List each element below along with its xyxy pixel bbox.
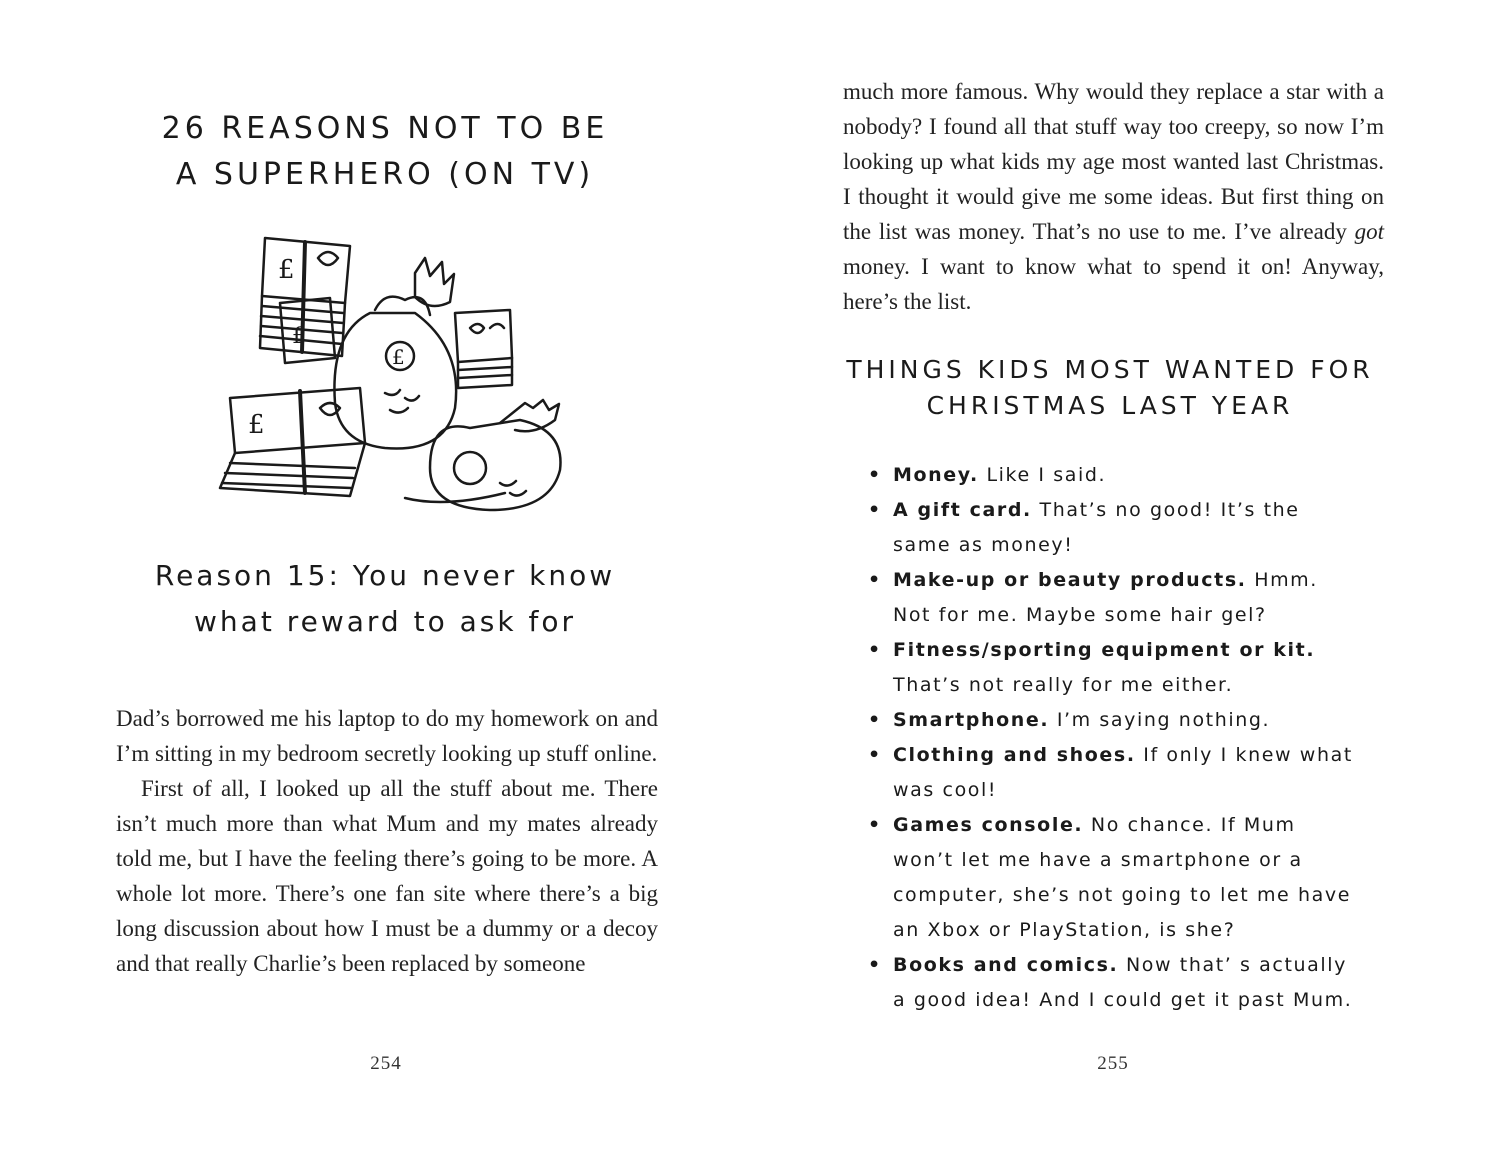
list-item-comment: That’s no good! It’s the same as money! [893, 499, 1300, 556]
paragraph-text: much more famous. Why would they replace a star with a nobody? I found all that stuff way too creepy, so now I’m looking up what kids my age most wanted last Christmas. I thought it would give me some ideas. But first thing on the list was money. That’s no use to me. I’ve already [843, 79, 1384, 244]
paragraph-text: money. I want to know what to spend it on! Anyway, here’s the list. [843, 254, 1384, 314]
right-body-text [843, 74, 1384, 319]
list-heading-line-1: THINGS KIDS MOST WANTED FOR [846, 355, 1374, 384]
money-pile-illustration [200, 228, 600, 528]
paragraph: Dad’s borrowed me his laptop to do my homework on and I’m sitting in my bedroom secretly looking up stuff online. [116, 706, 658, 766]
paragraph-italic-text: got [1354, 219, 1384, 244]
list-item-comment: Like I said. [986, 464, 1107, 486]
pound-sign-icon: £ [392, 345, 405, 369]
list-item [868, 948, 1358, 1018]
list-item-title: Money. [893, 464, 979, 486]
banknote-stack-icon [455, 310, 512, 388]
list-item-comment: That’s not really for me either. [893, 674, 1234, 696]
pound-sign-icon: £ [292, 324, 306, 349]
list-item-title: Clothing and shoes. [893, 744, 1136, 766]
chapter-title-line-1: 26 REASONS NOT TO BE [161, 111, 609, 146]
list-item-title: Smartphone. [893, 709, 1050, 731]
paragraph [843, 74, 1384, 319]
paragraph: First of all, I looked up all the stuff about me. There isn’t much more than what Mum and my mates already told me, but I have the feeling there’s going to be more. A whole lot more. There’s one fan site where there’s a big long discussion about how I must be a dummy or a decoy and that really Charlie’s been replaced by someone [116, 776, 658, 976]
left-body-text [116, 701, 658, 981]
page-number: 255 [1097, 1053, 1129, 1074]
list-item-title: A gift card. [893, 499, 1032, 521]
list-item [868, 738, 1358, 808]
right-page [750, 0, 1500, 1151]
list-heading-line-2: CHRISTMAS LAST YEAR [926, 391, 1294, 420]
list-heading [810, 352, 1410, 424]
banknote-stack-icon [220, 388, 365, 496]
chapter-title [130, 106, 640, 198]
money-bag-icon [405, 400, 561, 510]
pound-sign-icon: £ [248, 410, 265, 440]
pound-sign-icon: £ [278, 255, 295, 285]
reason-heading-line-1: Reason 15: You never know [154, 559, 616, 592]
list-item-comment: No chance. If Mum won’t let me have a smartphone or a computer, she’s not going to let me have an Xbox or PlayStation, is she? [893, 814, 1352, 941]
list-item [868, 633, 1358, 703]
chapter-title-line-2: A SUPERHERO (ON TV) [175, 157, 595, 192]
list-item [868, 703, 1358, 738]
list-item [868, 458, 1358, 493]
list-item [868, 493, 1358, 563]
list-item-comment: I’m saying nothing. [1056, 709, 1271, 731]
reason-heading [130, 553, 640, 645]
page-number: 254 [370, 1053, 402, 1074]
list-item-comment: Now that’ s actually a good idea! And I could get it past Mum. [893, 954, 1353, 1011]
list-item-title: Books and comics. [893, 954, 1119, 976]
wish-list [868, 458, 1358, 1018]
list-item [868, 808, 1358, 948]
list-item-title: Games console. [893, 814, 1084, 836]
list-item-title: Fitness/sporting equipment or kit. [893, 639, 1316, 661]
reason-heading-line-2: what reward to ask for [194, 605, 576, 638]
money-bag-icon [334, 258, 456, 449]
list-item-comment: If only I knew what was cool! [893, 744, 1353, 801]
list-item-comment: Hmm. Not for me. Maybe some hair gel? [893, 569, 1318, 626]
list-item [868, 563, 1358, 633]
list-item-title: Make-up or beauty products. [893, 569, 1247, 591]
